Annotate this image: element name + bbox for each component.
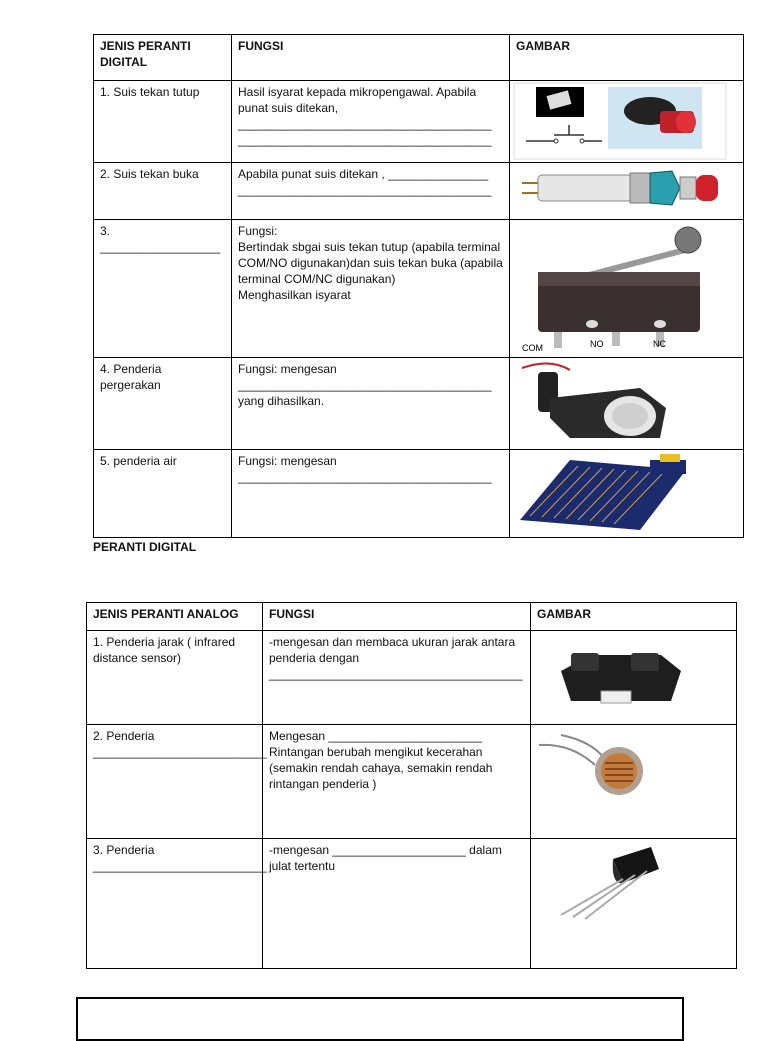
header-fungsi: FUNGSI	[263, 603, 531, 631]
device-image-cell	[531, 839, 737, 969]
no-label: NO	[590, 339, 604, 349]
com-label: COM	[522, 343, 543, 353]
device-image-cell	[510, 358, 744, 450]
device-name: 1. Penderia jarak ( infrared distance sensor)	[87, 631, 263, 725]
device-function: -mengesan dan membaca ukuran jarak antara penderia dengan ______________________________________	[263, 631, 531, 725]
device-image-cell	[510, 450, 744, 538]
infrared-sensor-image	[531, 631, 735, 723]
device-function: Mengesan _______________________ Rintangan berubah mengikut kecerahan (semakin rendah cahaya, semakin rendah rintangan penderia )	[263, 725, 531, 839]
device-name: 3. __________________	[94, 220, 232, 358]
limit-switch-image	[510, 220, 742, 356]
device-image-cell	[510, 220, 744, 358]
temperature-sensor-image	[531, 839, 735, 967]
bottom-frame	[76, 997, 684, 1041]
device-name: 2. Penderia __________________________	[87, 725, 263, 839]
header-jenis: JENIS PERANTI DIGITAL	[94, 35, 232, 81]
push-switch-image	[510, 81, 742, 161]
digital-devices-table	[93, 34, 744, 538]
device-image-cell	[531, 631, 737, 725]
device-name: 3. Penderia __________________________	[87, 839, 263, 969]
water-sensor-image	[510, 450, 742, 536]
header-gambar: GAMBAR	[510, 35, 744, 81]
device-function: Hasil isyarat kepada mikropengawal. Apabila punat suis ditekan, ______________________________________ ______________________________________	[232, 81, 510, 163]
device-name: 2. Suis tekan buka	[94, 163, 232, 220]
device-name: 1. Suis tekan tutup	[94, 81, 232, 163]
device-name: 5. penderia air	[94, 450, 232, 538]
nc-label: NC	[653, 339, 666, 349]
table-caption: PERANTI DIGITAL	[93, 540, 197, 554]
device-function: -mengesan ____________________ dalam julat tertentu	[263, 839, 531, 969]
header-jenis: JENIS PERANTI ANALOG	[87, 603, 263, 631]
header-gambar: GAMBAR	[531, 603, 737, 631]
device-name: 4. Penderia pergerakan	[94, 358, 232, 450]
device-image-cell	[510, 81, 744, 163]
motion-sensor-image	[510, 358, 742, 448]
analog-devices-table	[86, 602, 737, 969]
device-image-cell	[531, 725, 737, 839]
device-function: Apabila punat suis ditekan , _______________ ______________________________________	[232, 163, 510, 220]
ldr-image	[531, 725, 735, 837]
push-to-open-switch-image	[510, 163, 742, 218]
device-function: Fungsi: mengesan ______________________________________ yang dihasilkan.	[232, 358, 510, 450]
device-function: Fungsi: mengesan ______________________________________	[232, 450, 510, 538]
device-function: Fungsi: Bertindak sbgai suis tekan tutup (apabila terminal COM/NO digunakan)dan suis tekan buka (apabila terminal COM/NC digunakan) Menghasilkan isyarat	[232, 220, 510, 358]
header-fungsi: FUNGSI	[232, 35, 510, 81]
device-image-cell	[510, 163, 744, 220]
